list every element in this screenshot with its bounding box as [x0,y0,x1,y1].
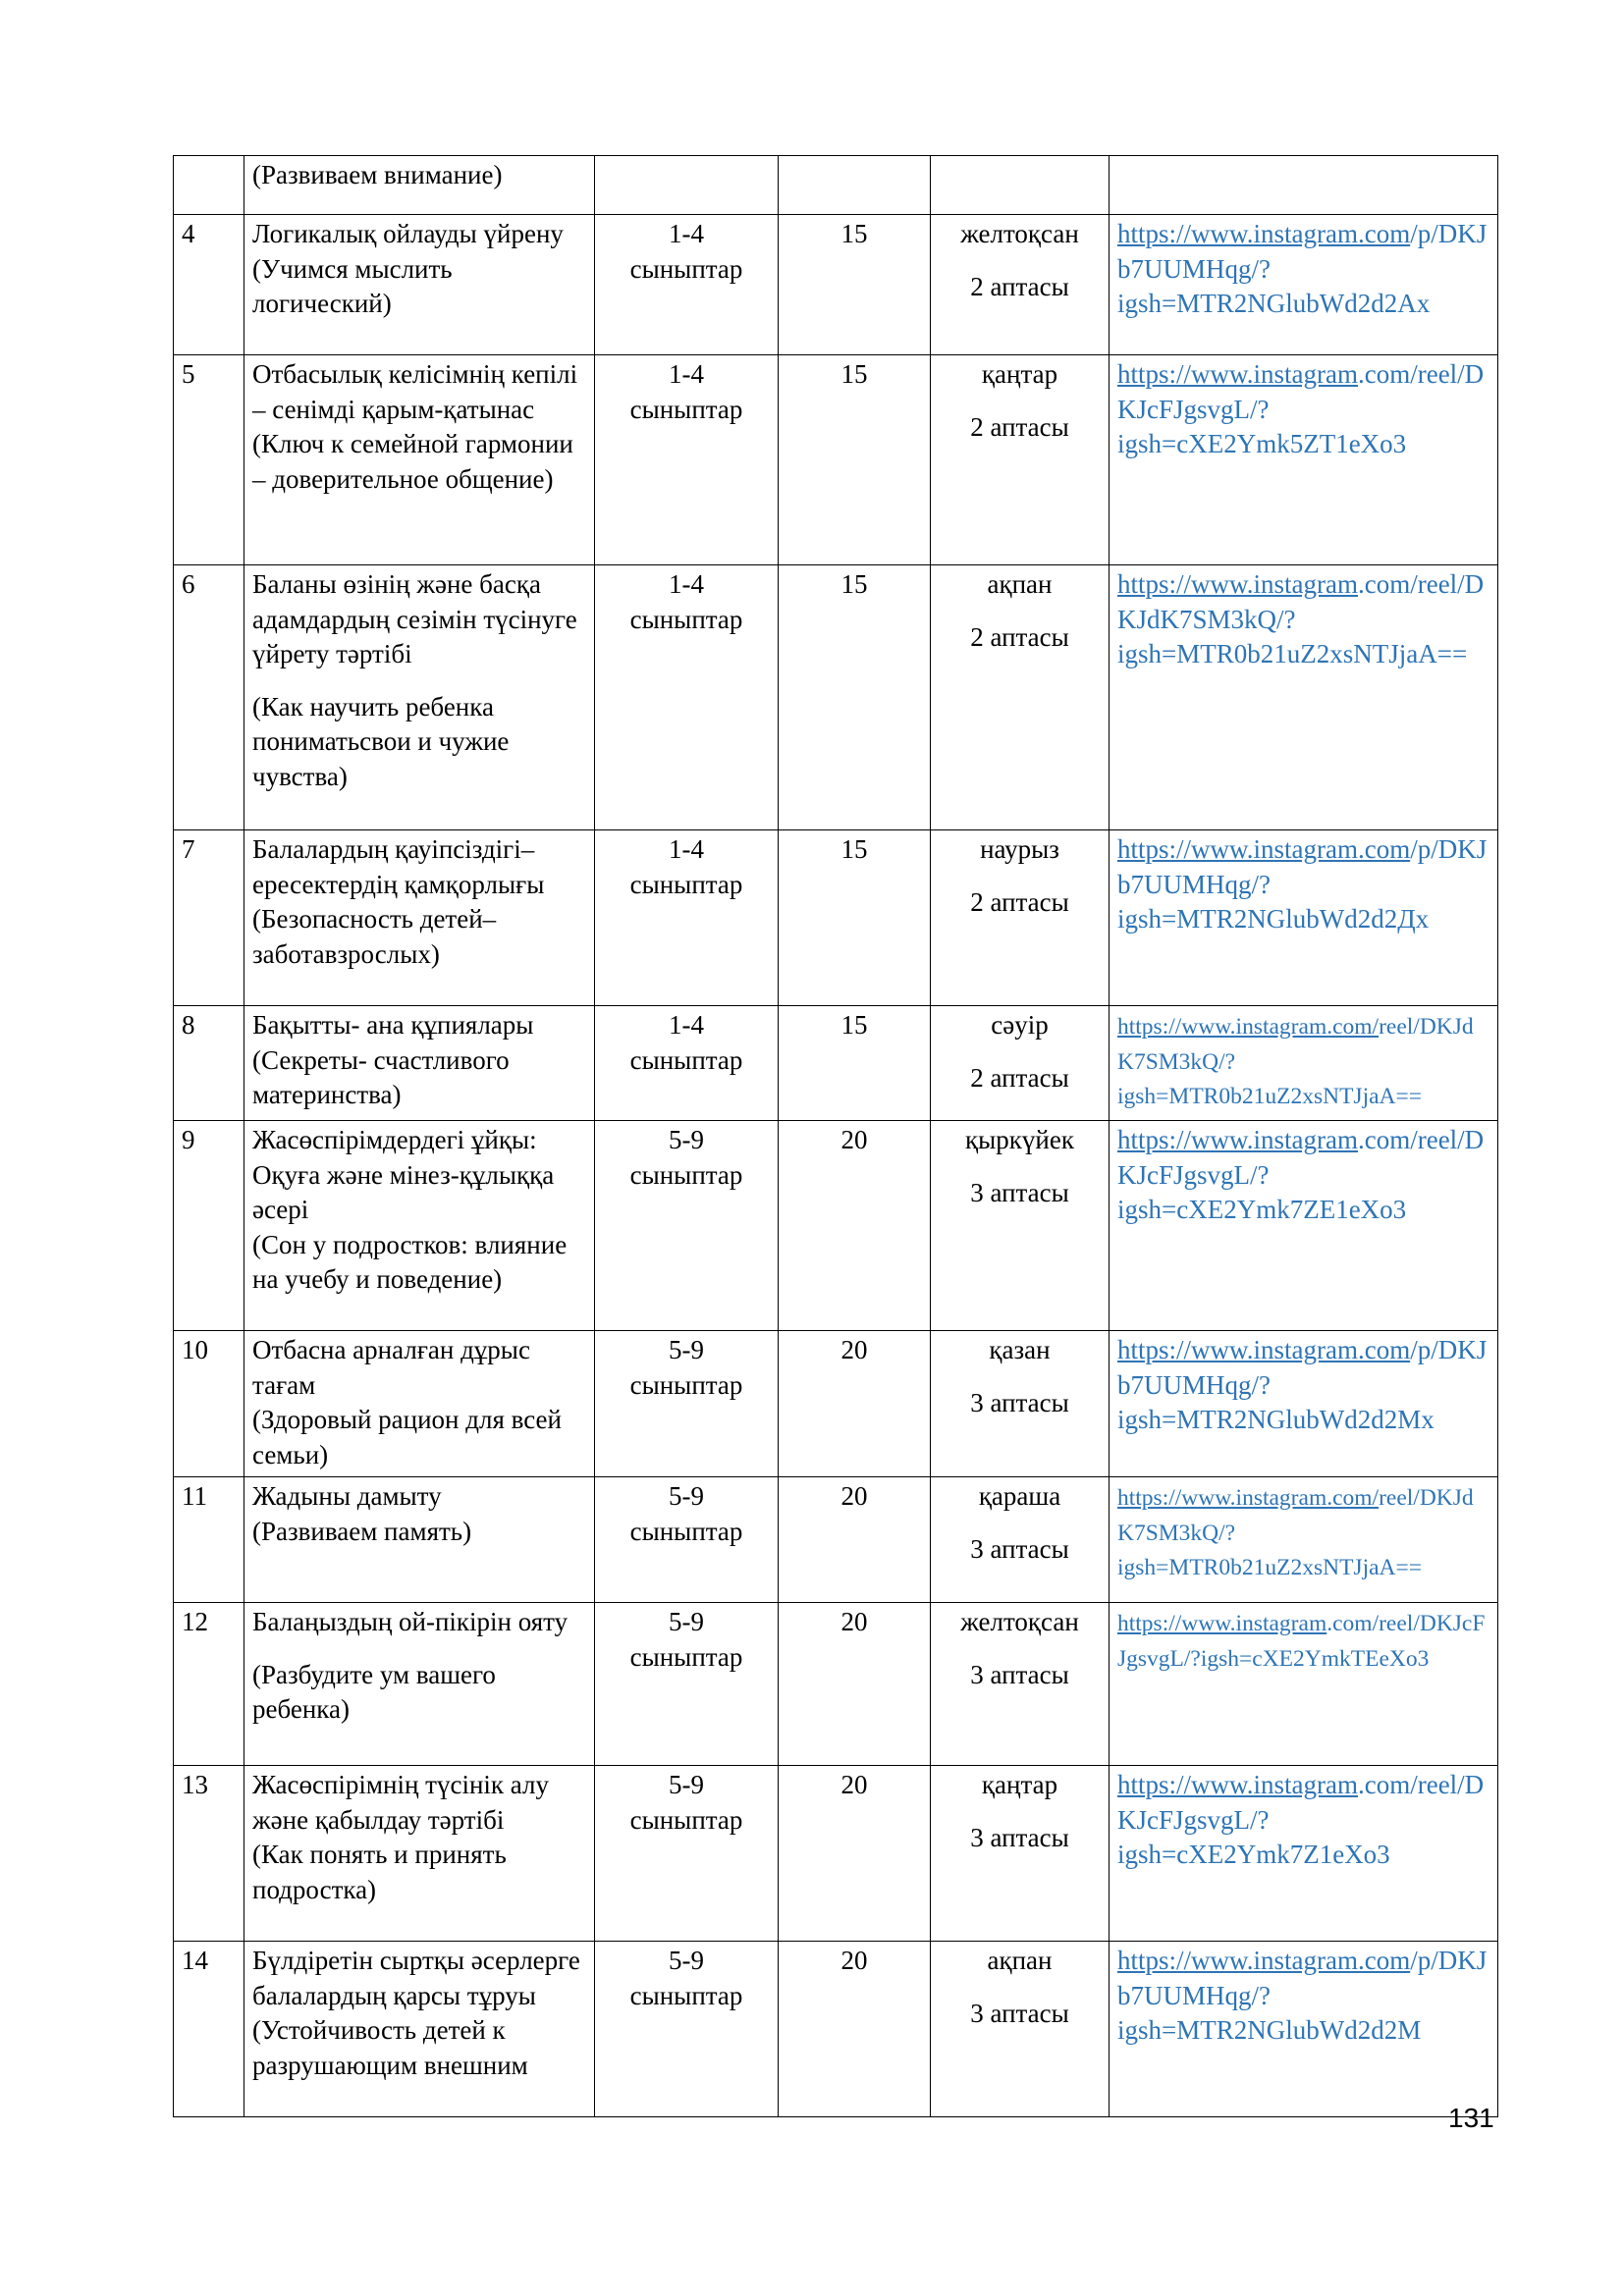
table-row [174,1331,1498,1477]
month-cell [931,1121,1110,1331]
table-row [174,830,1498,1006]
grade-label: сыныптар [629,1044,743,1075]
grade-cell [595,830,779,1006]
count-cell: 15 [779,215,931,355]
instagram-link[interactable]: https://www.instagram.com/p/DKJb7UUMHqg/?igsh=MTR2NGlubWd2d2Ax [1117,219,1488,318]
count-cell: 20 [779,1477,931,1603]
count-cell: 15 [779,565,931,830]
table-row [174,1603,1498,1766]
grade-label: сыныптар [629,394,743,424]
topic-cell [244,355,595,565]
row-number-cell: 11 [174,1477,244,1603]
topic-kz: Жасөспірімнің түсінік алу және қабылдау тәртібі [252,1770,549,1835]
link-cell [1110,1942,1498,2117]
topic-kz: Балалардың қауіпсіздігі– ересектердің қамқорлығы [252,834,545,899]
grade-cell [595,1331,779,1477]
topic-ru: (Здоровый рацион для всей семьи) [252,1405,562,1469]
topic-cell [244,1942,595,2117]
grade-cell [595,1766,779,1942]
link-cell [1110,215,1498,355]
topic-cell [244,830,595,1006]
month-cell [931,1766,1110,1942]
row-number-cell [174,156,244,215]
table-row [174,1477,1498,1603]
row-number-cell: 9 [174,1121,244,1331]
grade-range: 1-4 [669,219,704,248]
count-cell: 15 [779,355,931,565]
topic-ru: (Развиваем внимание) [252,160,503,189]
topic-kz: Жасөспірімдердегі ұйқы: Оқуға және мінез-құлыққа әсері [252,1125,555,1224]
instagram-link[interactable]: https://www.instagram.com/reel/DKJcFJgsvgL/?igsh=cXE2Ymk5ZT1eXo3 [1117,359,1485,458]
topic-ru: (Как понять и принять подростка) [252,1840,507,1904]
row-number-cell: 7 [174,830,244,1006]
grade-range: 1-4 [669,569,704,599]
link-cell [1110,565,1498,830]
week-label: 2 аптасы [970,621,1069,652]
row-number-cell: 13 [174,1766,244,1942]
link-cell [1110,1331,1498,1477]
topic-cell [244,1121,595,1331]
topic-cell [244,1603,595,1766]
month-cell [931,355,1110,565]
count-cell [779,156,931,215]
month-name: желтоқсан [960,1607,1079,1636]
topic-cell [244,1331,595,1477]
topic-ru: (Разбудите ум вашего ребенка) [252,1659,496,1724]
topic-kz: Отбасна арналған дұрыс тағам [252,1335,530,1400]
month-cell [931,156,1110,215]
grade-cell [595,1942,779,2117]
grade-cell [595,215,779,355]
topic-ru: (Как научить ребенка пониматьсвои и чужие чувства) [252,691,510,791]
grade-range: 5-9 [669,1335,704,1364]
week-label: 2 аптасы [970,271,1069,301]
topic-ru: (Безопасность детей– заботавзрослых) [252,904,497,969]
grade-label: сыныптар [629,1804,743,1835]
link-cell [1110,1006,1498,1121]
week-label: 3 аптасы [970,1998,1069,2028]
week-label: 3 аптасы [970,1177,1069,1207]
link-cell [1110,1121,1498,1331]
grade-cell [595,565,779,830]
link-cell [1110,830,1498,1006]
topic-cell [244,1766,595,1942]
topic-ru: (Сон у подростков: влияние на учебу и поведение) [252,1229,568,1294]
count-cell: 20 [779,1121,931,1331]
month-cell [931,1006,1110,1121]
instagram-link[interactable]: https://www.instagram.com/reel/DKJcFJgsvgL/?igsh=cXE2Ymk7ZE1eXo3 [1117,1125,1485,1224]
topic-cell [244,1477,595,1603]
grade-range: 5-9 [669,1946,704,1975]
row-number-cell: 6 [174,565,244,830]
grade-range: 5-9 [669,1607,704,1636]
instagram-link[interactable]: https://www.instagram.com/reel/DKJcFJgsvgL/?igsh=cXE2YmkTEeXo3 [1117,1611,1486,1672]
topic-cell [244,215,595,355]
instagram-link[interactable]: https://www.instagram.com/p/DKJb7UUMHqg/?igsh=MTR2NGlubWd2d2Mx [1117,1335,1488,1434]
grade-cell [595,156,779,215]
instagram-link[interactable]: https://www.instagram.com/reel/DKJdK7SM3kQ/?igsh=MTR0b21uZ2xsNTJjaA== [1117,1014,1474,1109]
count-cell: 20 [779,1331,931,1477]
month-cell [931,1942,1110,2117]
instagram-link[interactable]: https://www.instagram.com/reel/DKJdK7SM3kQ/?igsh=MTR0b21uZ2xsNTJjaA== [1117,1485,1474,1580]
grade-cell [595,1121,779,1331]
month-name: сәуір [991,1010,1049,1040]
week-label: 3 аптасы [970,1387,1069,1417]
grade-label: сыныптар [629,604,743,634]
table-row [174,1766,1498,1942]
grade-label: сыныптар [629,869,743,899]
table-row [174,355,1498,565]
grade-label: сыныптар [629,1980,743,2010]
link-cell [1110,1603,1498,1766]
topic-ru: (Ключ к семейной гармонии – доверительное общение) [252,429,573,494]
grade-range: 5-9 [669,1481,704,1511]
month-name: қаңтар [981,359,1058,389]
table-row [174,1121,1498,1331]
month-name: наурыз [980,834,1059,864]
row-number-cell: 8 [174,1006,244,1121]
link-cell [1110,1766,1498,1942]
table-row [174,565,1498,830]
table-row [174,215,1498,355]
grade-label: сыныптар [629,1159,743,1190]
week-label: 2 аптасы [970,886,1069,917]
grade-range: 1-4 [669,1010,704,1040]
grade-label: сыныптар [629,253,743,284]
grade-cell [595,1477,779,1603]
grade-label: сыныптар [629,1369,743,1400]
topic-ru: (Секреты- счастливого материнства) [252,1044,510,1109]
month-name: қаңтар [981,1770,1058,1799]
grade-range: 1-4 [669,834,704,864]
month-cell [931,1331,1110,1477]
week-label: 2 аптасы [970,411,1069,442]
month-cell [931,565,1110,830]
week-label: 3 аптасы [970,1533,1069,1564]
plan-table [173,155,1498,2117]
count-cell: 20 [779,1766,931,1942]
instagram-link[interactable]: https://www.instagram.com/reel/DKJdK7SM3kQ/?igsh=MTR0b21uZ2xsNTJjaA== [1117,569,1485,668]
grade-label: сыныптар [629,1641,743,1672]
month-name: қараша [978,1481,1061,1511]
week-label: 3 аптасы [970,1822,1069,1852]
row-number-cell: 10 [174,1331,244,1477]
grade-label: сыныптар [629,1516,743,1546]
month-cell [931,830,1110,1006]
count-cell: 20 [779,1942,931,2117]
topic-kz: Балаңыздың ой-пікірін ояту [252,1607,568,1636]
table-row [174,1942,1498,2117]
instagram-link[interactable]: https://www.instagram.com/p/DKJb7UUMHqg/?igsh=MTR2NGlubWd2d2M [1117,1946,1488,2045]
count-cell: 15 [779,830,931,1006]
grade-cell [595,1006,779,1121]
topic-cell [244,1006,595,1121]
topic-kz: Бақытты- ана құпиялары [252,1010,534,1040]
week-label: 3 аптасы [970,1659,1069,1689]
month-cell [931,215,1110,355]
topic-cell [244,565,595,830]
topic-kz: Баланы өзінің және басқа адамдардың сезімін түсінуге үйрету тәртібі [252,569,577,668]
month-name: ақпан [987,569,1053,599]
row-number-cell: 5 [174,355,244,565]
topic-ru: (Учимся мыслить логический) [252,253,453,318]
grade-range: 5-9 [669,1770,704,1799]
month-cell [931,1603,1110,1766]
count-cell: 20 [779,1603,931,1766]
row-number-cell: 12 [174,1603,244,1766]
page-number: 131 [1448,2103,1494,2133]
link-cell [1110,156,1498,215]
row-number-cell: 4 [174,215,244,355]
month-name: ақпан [987,1946,1053,1975]
topic-kz: Логикалық ойлауды үйрену [252,219,564,248]
topic-kz: Бүлдіретін сыртқы әсерлерге балалардың қарсы тұруы [252,1946,580,2010]
topic-ru: (Развиваем память) [252,1516,472,1546]
topic-kz: Жадыны дамыту [252,1481,442,1511]
row-number-cell: 14 [174,1942,244,2117]
instagram-link[interactable]: https://www.instagram.com/reel/DKJcFJgsvgL/?igsh=cXE2Ymk7Z1eXo3 [1117,1770,1485,1869]
grade-cell [595,355,779,565]
link-cell [1110,1477,1498,1603]
week-label: 2 аптасы [970,1062,1069,1093]
month-name: қазан [989,1335,1051,1364]
link-cell [1110,355,1498,565]
count-cell: 15 [779,1006,931,1121]
table-row [174,156,1498,215]
grade-range: 1-4 [669,359,704,389]
month-name: желтоқсан [960,219,1079,248]
grade-cell [595,1603,779,1766]
topic-cell [244,156,595,215]
month-cell [931,1477,1110,1603]
table-row [174,1006,1498,1121]
topic-ru: (Устойчивость детей к разрушающим внешним [252,2015,528,2080]
grade-range: 5-9 [669,1125,704,1154]
month-name: қыркүйек [965,1125,1074,1154]
topic-kz: Отбасылық келісімнің кепілі – сенімді қарым-қатынас [252,359,578,424]
instagram-link[interactable]: https://www.instagram.com/p/DKJb7UUMHqg/?igsh=MTR2NGlubWd2d2Дх [1117,834,1488,934]
